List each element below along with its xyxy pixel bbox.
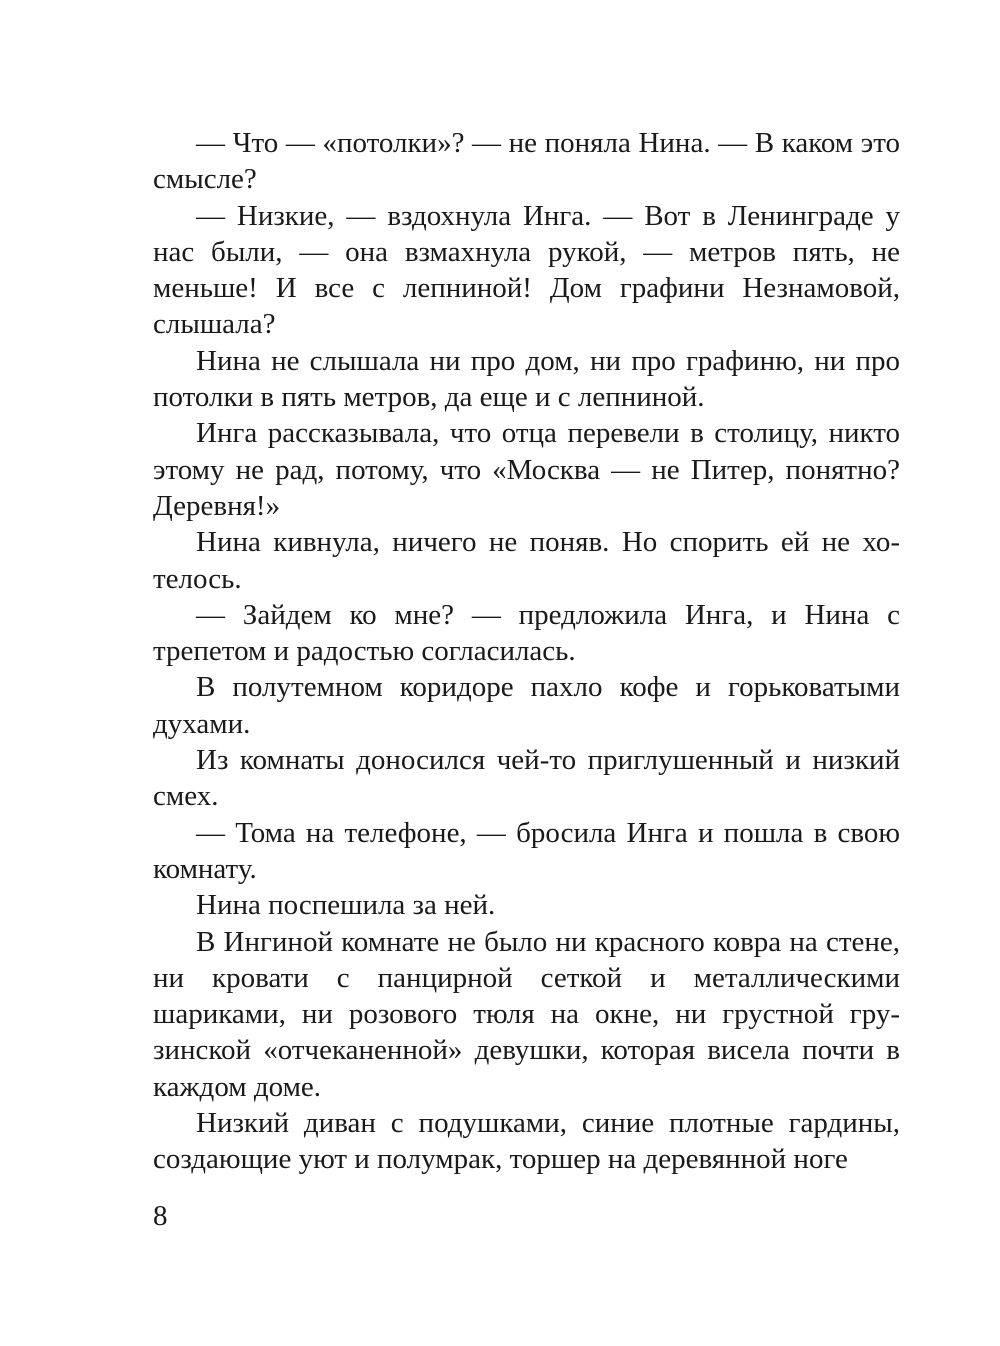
paragraph: В Ингиной комнате не было ни красного ковра на стене, ни кровати с панцирной сеткой и металлическими шариками, ни розового тюля на окне, ни грустной грузинской «отчеканенной» девушки, которая висела почти в каждом доме.: [153, 925, 900, 1103]
paragraph: Нина кивнула, ничего не поняв. Но спорить ей не хотелось.: [153, 526, 900, 595]
paragraph: Низкий диван с подушками, синие плотные гардины, создающие уют и полумрак, торшер на деревянной ноге: [153, 1107, 900, 1176]
paragraph: — Низкие, — вздохнула Инга. — Вот в Ленинграде у нас были, — она взмахнула рукой, — метров пять, не меньше! И все с лепниной! Дом графини Незнамовой, слышала?: [153, 199, 900, 341]
paragraph: Нина не слышала ни про дом, ни про графиню, ни про потолки в пять метров, да еще и с лепниной.: [153, 344, 900, 414]
paragraph: — Тома на телефоне, — бросила Инга и пошла в свою комнату.: [153, 816, 900, 885]
paragraph: В полутемном коридоре пахло кофе и горьковатыми духами.: [153, 671, 900, 740]
paragraph: Инга рассказывала, что отца перевели в столицу, никто этому не рад, потому, что «Москва — не Питер, понятно? Деревня!»: [153, 417, 900, 522]
page-number: 8: [153, 1200, 168, 1232]
paragraph: Из комнаты доносился чей-то приглушенный и низкий смех.: [153, 744, 900, 813]
paragraph: — Зайдем ко мне? — предложила Инга, и Нина с трепетом и радостью согласилась.: [153, 598, 900, 668]
paragraph: Нина поспешила за ней.: [196, 889, 496, 922]
paragraph: — Что — «потолки»? — не поняла Нина. — В каком это смысле?: [153, 127, 900, 196]
body-text: [153, 125, 900, 1178]
